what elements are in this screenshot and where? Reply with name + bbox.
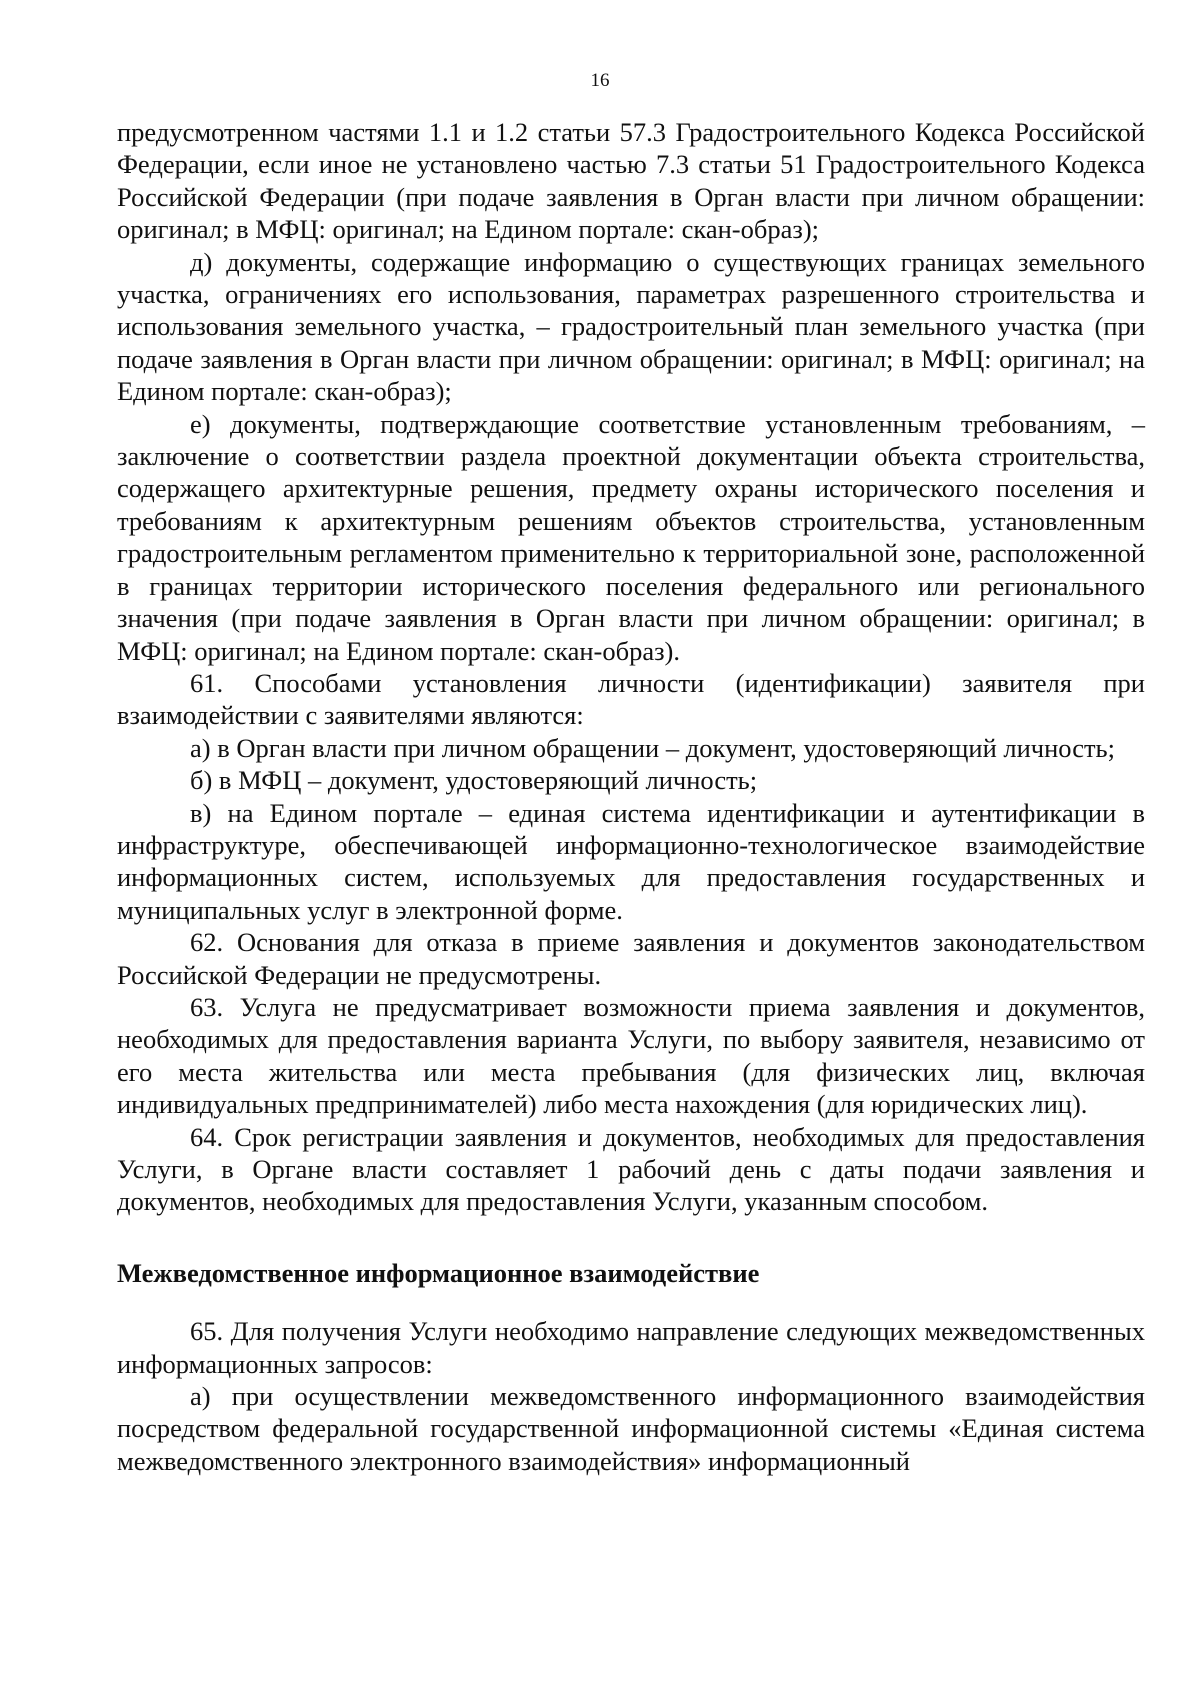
paragraph-item-e: е) документы, подтверждающие соответствие установленным требованиям, – заключение о соответствии раздела проектной документации объекта строительства, содержащего архитектурные решения, предмету охраны исторического поселения и требованиям к архитектурным решениям объектов строительства, установленным градостроительным регламентом применительно к территориальной зоне, расположенной в границах территории исторического поселения федерального или регионального значения (при подаче заявления в Орган власти при личном обращении: оригинал; в МФЦ: оригинал; на Едином портале: скан-образ). [117, 408, 1145, 666]
paragraph-61: 61. Способами установления личности (идентификации) заявителя при взаимодействии с заявителями являются: [117, 667, 1145, 731]
section-heading: Межведомственное информационное взаимодействие [117, 1257, 760, 1288]
paragraph-65-a: а) при осуществлении межведомственного информационного взаимодействия посредством федеральной государственной информационной системы «Единая система межведомственного электронного взаимодействия» информационный [117, 1381, 1145, 1476]
paragraph-65: 65. Для получения Услуги необходимо направление следующих межведомственных информационных запросов: [117, 1316, 1145, 1379]
paragraph-61-v: в) на Едином портале – единая система идентификации и аутентификации в инфраструктуре, обеспечивающей информационно-технологическое взаимодействие информационных систем, используемых для предоставления государственных и муниципальных услуг в электронной форме. [117, 797, 1145, 925]
paragraph-continuation: предусмотренном частями 1.1 и 1.2 статьи 57.3 Градостроительного Кодекса Российской Федерации, если иное не установлено частью 7.3 статьи 51 Градостроительного Кодекса Российской Федерации (при подаче заявления в Орган власти при личном обращении: оригинал; в МФЦ: оригинал; на Едином портале: скан-образ); [117, 117, 1145, 245]
page-number: 16 [590, 70, 610, 91]
paragraph-61-a: а) в Орган власти при личном обращении – документ, удостоверяющий личность; [190, 732, 1115, 763]
document-body [117, 116, 1145, 1477]
paragraph-64: 64. Срок регистрации заявления и документов, необходимых для предоставления Услуги, в Органе власти составляет 1 рабочий день с даты подачи заявления и документов, необходимых для предоставления Услуги, указанным способом. [117, 1121, 1145, 1217]
paragraph-62: 62. Основания для отказа в приеме заявления и документов законодательством Российской Федерации не предусмотрены. [117, 927, 1145, 990]
paragraph-63: 63. Услуга не предусматривает возможности приема заявления и документов, необходимых для предоставления варианта Услуги, по выбору заявителя, независимо от его места жительства или места пребывания (для физических лиц, включая индивидуальных предпринимателей) либо места нахождения (для юридических лиц). [117, 991, 1145, 1120]
paragraph-61-b: б) в МФЦ – документ, удостоверяющий личность; [190, 765, 758, 796]
paragraph-item-d: д) документы, содержащие информацию о существующих границах земельного участка, ограничениях его использования, параметрах разрешенного строительства и использования земельного участка, – градостроительный план земельного участка (при подаче заявления в Орган власти при личном обращении: оригинал; в МФЦ: оригинал; на Едином портале: скан-образ); [117, 246, 1145, 407]
